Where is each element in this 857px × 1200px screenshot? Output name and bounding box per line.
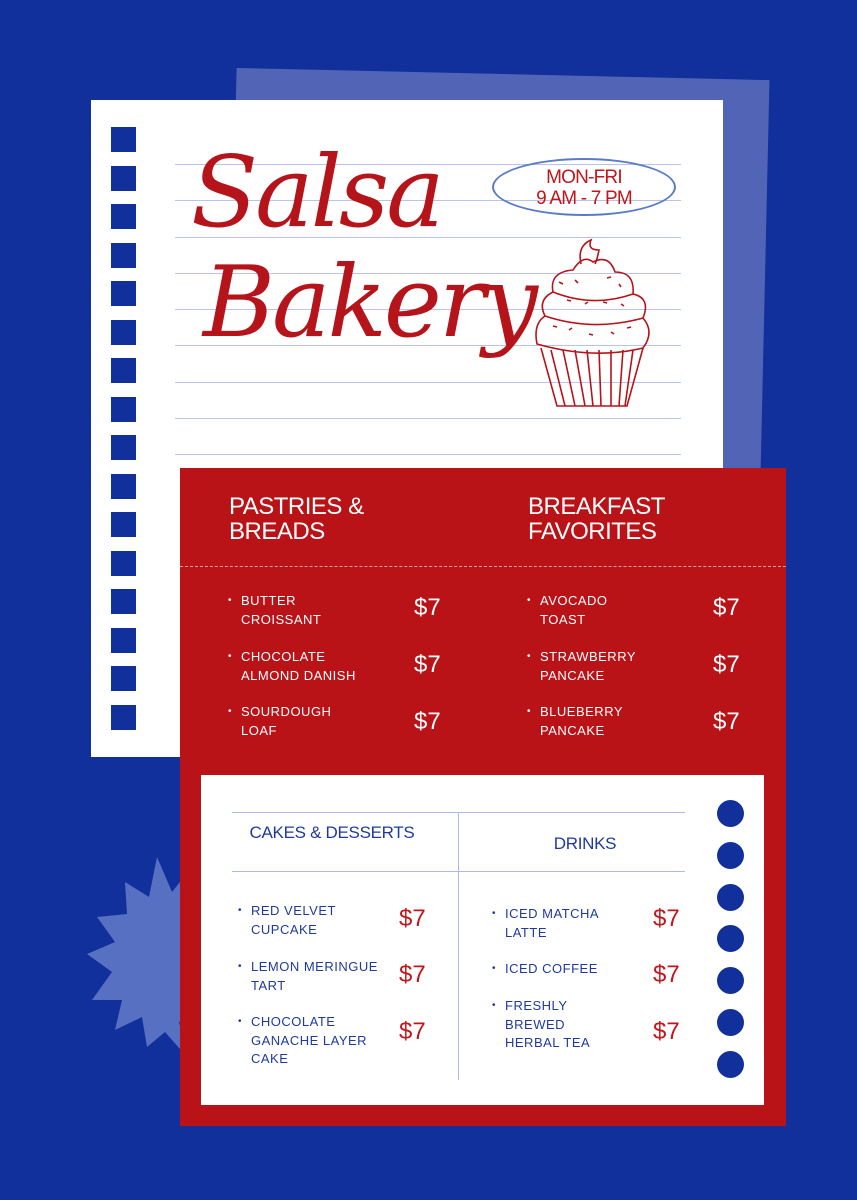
menu-item: • AVOCADO TOAST (527, 592, 608, 629)
menu-item-price: $7 (653, 905, 680, 932)
menu-item: • ICED COFFEE (492, 960, 598, 979)
menu-item: • RED VELVET CUPCAKE (238, 902, 336, 939)
section-title-pastries: PASTRIES & BREADS (229, 493, 364, 545)
cupcake-illustration (523, 236, 659, 414)
menu-item-price: $7 (713, 651, 740, 678)
dashed-divider (180, 566, 786, 567)
section-title-breakfast: BREAKFAST FAVORITES (528, 493, 665, 545)
menu-item: • ICED MATCHA LATTE (492, 905, 599, 942)
menu-item-price: $7 (414, 708, 441, 735)
menu-item-price: $7 (399, 905, 426, 932)
bakery-title-line2: Bakery (203, 246, 536, 360)
section-title-drinks: DRINKS (553, 834, 617, 853)
bakery-title (191, 138, 535, 358)
menu-item-price: $7 (653, 961, 680, 988)
menu-item-price: $7 (414, 594, 441, 621)
hours-days: MON-FRI (546, 167, 622, 188)
binder-dots (717, 800, 744, 1093)
binder-holes (111, 127, 136, 743)
menu-item: • FRESHLY BREWED HERBAL TEA (492, 997, 590, 1053)
menu-item: • CHOCOLATE ALMOND DANISH (228, 648, 356, 685)
menu-item: • CHOCOLATE GANACHE LAYER CAKE (238, 1013, 367, 1069)
menu-item-price: $7 (713, 708, 740, 735)
menu-item-price: $7 (399, 961, 426, 988)
white-menu-panel (201, 775, 764, 1105)
menu-item-price: $7 (713, 594, 740, 621)
menu-item: • STRAWBERRY PANCAKE (527, 648, 636, 685)
table-column-rule (458, 812, 459, 1080)
menu-item-price: $7 (414, 651, 441, 678)
bakery-title-line1: Salsa (191, 136, 442, 250)
menu-item-price: $7 (399, 1018, 426, 1045)
menu-item: • BUTTER CROISSANT (228, 592, 321, 629)
menu-item: • BLUEBERRY PANCAKE (527, 703, 623, 740)
section-title-cakes: CAKES & DESSERTS (249, 823, 415, 842)
hours-time: 9 AM - 7 PM (536, 188, 632, 209)
menu-item: • SOURDOUGH LOAF (228, 703, 331, 740)
menu-item-price: $7 (653, 1018, 680, 1045)
menu-item: • LEMON MERINGUE TART (238, 958, 378, 995)
hours-badge (492, 158, 676, 216)
